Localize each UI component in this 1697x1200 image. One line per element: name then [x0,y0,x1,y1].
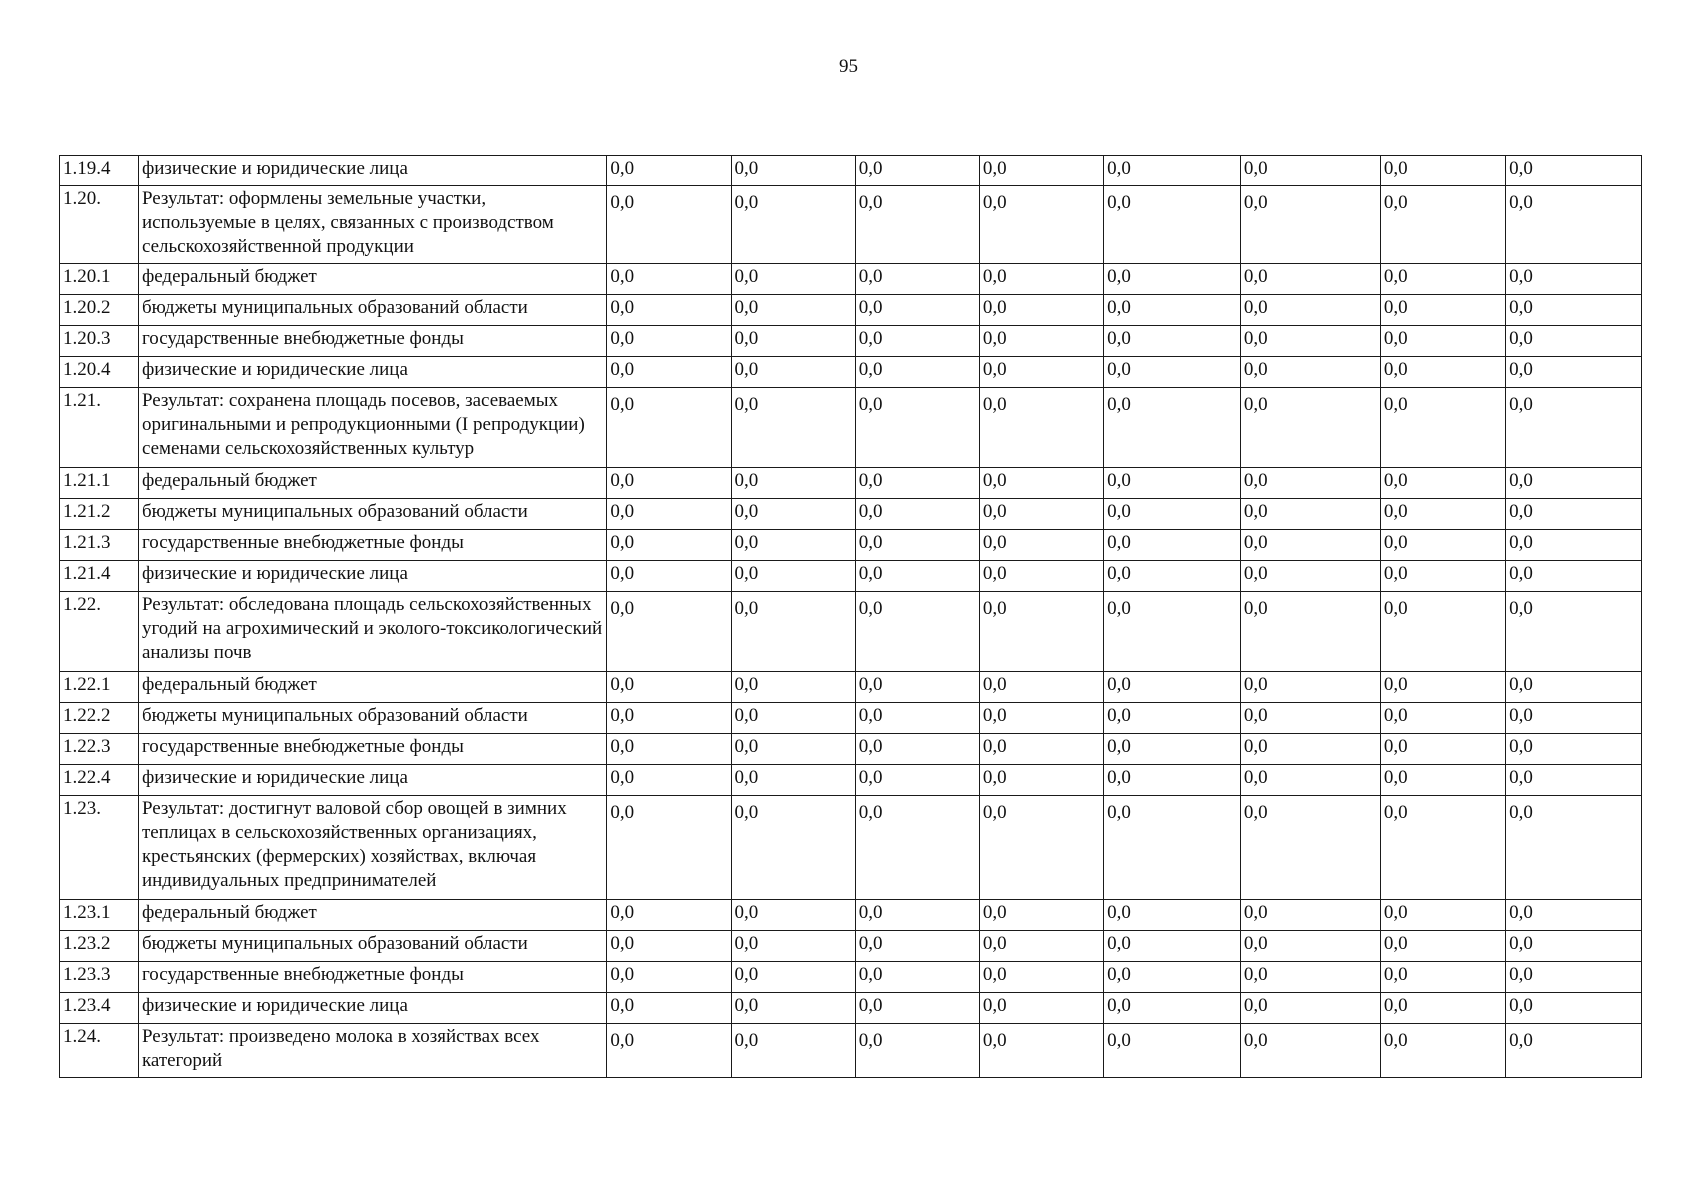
row-value: 0,0 [607,561,731,592]
row-value: 0,0 [855,530,979,561]
row-value: 0,0 [979,993,1103,1024]
table-row [60,388,1642,468]
row-name: бюджеты муниципальных образований области [138,295,606,326]
row-value: 0,0 [607,388,731,468]
row-value: 0,0 [607,765,731,796]
row-value: 0,0 [731,530,855,561]
row-value: 0,0 [1240,499,1380,530]
row-value: 0,0 [731,900,855,931]
row-value: 0,0 [979,734,1103,765]
row-value: 0,0 [1380,931,1505,962]
row-value: 0,0 [979,156,1103,186]
row-value: 0,0 [1240,592,1380,672]
row-value: 0,0 [1104,388,1241,468]
row-value: 0,0 [855,357,979,388]
row-value: 0,0 [731,295,855,326]
row-value: 0,0 [607,1024,731,1078]
row-code: 1.20. [60,186,139,264]
row-value: 0,0 [731,357,855,388]
row-value: 0,0 [1380,295,1505,326]
table-row [60,499,1642,530]
row-code: 1.23. [60,796,139,900]
row-code: 1.21.3 [60,530,139,561]
row-value: 0,0 [1506,326,1642,357]
row-value: 0,0 [1240,326,1380,357]
row-name: физические и юридические лица [138,765,606,796]
row-value: 0,0 [1380,186,1505,264]
row-value: 0,0 [1240,765,1380,796]
row-value: 0,0 [607,703,731,734]
row-value: 0,0 [1506,931,1642,962]
row-value: 0,0 [1104,156,1241,186]
row-value: 0,0 [979,530,1103,561]
row-value: 0,0 [1380,530,1505,561]
row-value: 0,0 [731,156,855,186]
row-value: 0,0 [1506,900,1642,931]
row-value: 0,0 [1104,592,1241,672]
row-value: 0,0 [1240,357,1380,388]
row-value: 0,0 [607,734,731,765]
table-row [60,357,1642,388]
row-value: 0,0 [1380,326,1505,357]
row-value: 0,0 [979,295,1103,326]
row-value: 0,0 [1240,295,1380,326]
row-value: 0,0 [607,796,731,900]
row-code: 1.21. [60,388,139,468]
row-value: 0,0 [1104,672,1241,703]
row-name: Результат: сохранена площадь посевов, засеваемых оригинальными и репродукционными (I репродукции) семенами сельскохозяйственных культур [138,388,606,468]
row-value: 0,0 [1506,468,1642,499]
row-value: 0,0 [731,962,855,993]
row-value: 0,0 [1506,993,1642,1024]
row-name: Результат: оформлены земельные участки, используемые в целях, связанных с производством сельскохозяйственной продукции [138,186,606,264]
row-value: 0,0 [1240,388,1380,468]
table-body [60,156,1642,1078]
row-name: бюджеты муниципальных образований области [138,931,606,962]
row-value: 0,0 [1506,388,1642,468]
row-value: 0,0 [979,592,1103,672]
row-code: 1.22.2 [60,703,139,734]
row-code: 1.24. [60,1024,139,1078]
row-value: 0,0 [855,468,979,499]
row-value: 0,0 [607,468,731,499]
row-value: 0,0 [607,993,731,1024]
row-value: 0,0 [1104,962,1241,993]
row-code: 1.19.4 [60,156,139,186]
row-code: 1.21.2 [60,499,139,530]
row-value: 0,0 [979,672,1103,703]
table-row [60,295,1642,326]
row-value: 0,0 [855,1024,979,1078]
table-row [60,796,1642,900]
row-value: 0,0 [979,796,1103,900]
table-row [60,703,1642,734]
row-value: 0,0 [1506,672,1642,703]
row-value: 0,0 [855,962,979,993]
row-value: 0,0 [855,264,979,295]
row-value: 0,0 [979,561,1103,592]
row-value: 0,0 [979,900,1103,931]
row-value: 0,0 [1240,186,1380,264]
row-code: 1.22. [60,592,139,672]
table-row [60,561,1642,592]
row-value: 0,0 [855,931,979,962]
row-name: физические и юридические лица [138,357,606,388]
row-value: 0,0 [1380,703,1505,734]
row-value: 0,0 [607,295,731,326]
row-value: 0,0 [1240,900,1380,931]
row-name: физические и юридические лица [138,561,606,592]
row-value: 0,0 [1104,468,1241,499]
row-value: 0,0 [1380,592,1505,672]
row-value: 0,0 [1104,186,1241,264]
row-value: 0,0 [731,703,855,734]
table-row [60,734,1642,765]
row-value: 0,0 [979,1024,1103,1078]
row-name: федеральный бюджет [138,672,606,703]
row-value: 0,0 [731,1024,855,1078]
table-row [60,156,1642,186]
table-row [60,672,1642,703]
row-name: физические и юридические лица [138,993,606,1024]
row-code: 1.22.4 [60,765,139,796]
row-value: 0,0 [855,499,979,530]
row-value: 0,0 [1240,703,1380,734]
row-value: 0,0 [1104,264,1241,295]
row-value: 0,0 [855,765,979,796]
table-row [60,931,1642,962]
row-value: 0,0 [855,561,979,592]
row-value: 0,0 [1240,264,1380,295]
row-value: 0,0 [607,931,731,962]
row-value: 0,0 [731,468,855,499]
row-value: 0,0 [1104,561,1241,592]
row-code: 1.20.1 [60,264,139,295]
row-code: 1.22.3 [60,734,139,765]
row-value: 0,0 [1506,295,1642,326]
row-value: 0,0 [1506,186,1642,264]
row-value: 0,0 [979,264,1103,295]
row-value: 0,0 [607,264,731,295]
table-row [60,264,1642,295]
row-value: 0,0 [1506,1024,1642,1078]
row-value: 0,0 [1104,931,1241,962]
row-value: 0,0 [731,672,855,703]
row-value: 0,0 [1104,993,1241,1024]
row-value: 0,0 [979,931,1103,962]
row-value: 0,0 [979,499,1103,530]
row-value: 0,0 [1380,734,1505,765]
row-value: 0,0 [607,326,731,357]
row-value: 0,0 [1380,499,1505,530]
row-value: 0,0 [607,530,731,561]
row-value: 0,0 [1240,734,1380,765]
row-value: 0,0 [1104,499,1241,530]
row-value: 0,0 [607,156,731,186]
row-code: 1.20.4 [60,357,139,388]
row-value: 0,0 [855,186,979,264]
row-value: 0,0 [1506,530,1642,561]
row-value: 0,0 [731,388,855,468]
row-code: 1.23.2 [60,931,139,962]
row-value: 0,0 [731,264,855,295]
row-value: 0,0 [607,186,731,264]
row-value: 0,0 [1380,672,1505,703]
row-value: 0,0 [731,931,855,962]
budget-table [59,155,1642,1078]
row-value: 0,0 [1240,156,1380,186]
table-row [60,765,1642,796]
row-value: 0,0 [1240,993,1380,1024]
row-value: 0,0 [855,295,979,326]
row-value: 0,0 [1240,468,1380,499]
table-row [60,962,1642,993]
row-value: 0,0 [855,326,979,357]
row-value: 0,0 [855,796,979,900]
row-value: 0,0 [979,765,1103,796]
row-value: 0,0 [979,326,1103,357]
row-value: 0,0 [1240,561,1380,592]
row-value: 0,0 [855,156,979,186]
row-value: 0,0 [979,388,1103,468]
row-value: 0,0 [979,468,1103,499]
row-value: 0,0 [1506,156,1642,186]
row-value: 0,0 [979,357,1103,388]
row-value: 0,0 [1380,264,1505,295]
row-value: 0,0 [979,186,1103,264]
table-row [60,993,1642,1024]
row-name: государственные внебюджетные фонды [138,962,606,993]
table-row [60,900,1642,931]
row-value: 0,0 [1506,962,1642,993]
row-value: 0,0 [607,499,731,530]
row-value: 0,0 [1380,156,1505,186]
row-value: 0,0 [1104,1024,1241,1078]
row-value: 0,0 [1506,499,1642,530]
row-name: государственные внебюджетные фонды [138,326,606,357]
row-name: Результат: произведено молока в хозяйствах всех категорий [138,1024,606,1078]
row-value: 0,0 [731,561,855,592]
row-name: Результат: достигнут валовой сбор овощей в зимних теплицах в сельскохозяйственных организациях, крестьянских (фермерских) хозяйствах, включая индивидуальных предпринимателей [138,796,606,900]
row-value: 0,0 [855,703,979,734]
row-value: 0,0 [855,388,979,468]
row-name: федеральный бюджет [138,468,606,499]
row-value: 0,0 [1506,357,1642,388]
row-value: 0,0 [1240,796,1380,900]
row-value: 0,0 [855,592,979,672]
row-code: 1.21.4 [60,561,139,592]
row-value: 0,0 [731,734,855,765]
row-name: государственные внебюджетные фонды [138,734,606,765]
table-row [60,186,1642,264]
row-code: 1.23.1 [60,900,139,931]
table-row [60,468,1642,499]
table-row [60,530,1642,561]
row-value: 0,0 [1506,592,1642,672]
row-value: 0,0 [1104,734,1241,765]
row-value: 0,0 [607,357,731,388]
row-value: 0,0 [1380,796,1505,900]
row-value: 0,0 [1104,900,1241,931]
row-value: 0,0 [731,186,855,264]
row-value: 0,0 [1506,765,1642,796]
row-value: 0,0 [1380,765,1505,796]
row-value: 0,0 [1240,1024,1380,1078]
row-code: 1.21.1 [60,468,139,499]
row-value: 0,0 [855,672,979,703]
row-value: 0,0 [1380,468,1505,499]
row-value: 0,0 [1506,264,1642,295]
row-name: физические и юридические лица [138,156,606,186]
row-value: 0,0 [607,672,731,703]
row-value: 0,0 [1380,993,1505,1024]
row-value: 0,0 [855,993,979,1024]
row-value: 0,0 [1506,703,1642,734]
row-value: 0,0 [979,962,1103,993]
row-name: федеральный бюджет [138,264,606,295]
table-row [60,326,1642,357]
row-name: бюджеты муниципальных образований области [138,499,606,530]
row-name: федеральный бюджет [138,900,606,931]
row-name: Результат: обследована площадь сельскохозяйственных угодий на агрохимический и эколого-токсикологический анализы почв [138,592,606,672]
row-value: 0,0 [1104,703,1241,734]
row-value: 0,0 [1380,1024,1505,1078]
row-value: 0,0 [1506,561,1642,592]
row-value: 0,0 [731,499,855,530]
row-value: 0,0 [1506,734,1642,765]
row-name: бюджеты муниципальных образований области [138,703,606,734]
row-value: 0,0 [607,592,731,672]
table-row [60,1024,1642,1078]
row-value: 0,0 [1380,561,1505,592]
row-value: 0,0 [1104,357,1241,388]
row-code: 1.20.2 [60,295,139,326]
row-value: 0,0 [607,900,731,931]
row-value: 0,0 [1104,530,1241,561]
row-code: 1.22.1 [60,672,139,703]
row-value: 0,0 [1380,357,1505,388]
row-code: 1.23.3 [60,962,139,993]
row-value: 0,0 [1240,530,1380,561]
row-value: 0,0 [979,703,1103,734]
row-value: 0,0 [731,765,855,796]
row-value: 0,0 [855,900,979,931]
row-name: государственные внебюджетные фонды [138,530,606,561]
row-value: 0,0 [1240,672,1380,703]
row-value: 0,0 [1506,796,1642,900]
row-value: 0,0 [1104,326,1241,357]
row-value: 0,0 [1380,900,1505,931]
row-value: 0,0 [1380,388,1505,468]
row-value: 0,0 [731,796,855,900]
row-value: 0,0 [1380,962,1505,993]
row-value: 0,0 [1240,931,1380,962]
row-value: 0,0 [731,993,855,1024]
row-code: 1.20.3 [60,326,139,357]
row-code: 1.23.4 [60,993,139,1024]
row-value: 0,0 [1104,796,1241,900]
table-row [60,592,1642,672]
row-value: 0,0 [607,962,731,993]
row-value: 0,0 [731,326,855,357]
row-value: 0,0 [731,592,855,672]
row-value: 0,0 [1104,295,1241,326]
row-value: 0,0 [1104,765,1241,796]
row-value: 0,0 [855,734,979,765]
page-number: 95 [839,56,858,77]
row-value: 0,0 [1240,962,1380,993]
